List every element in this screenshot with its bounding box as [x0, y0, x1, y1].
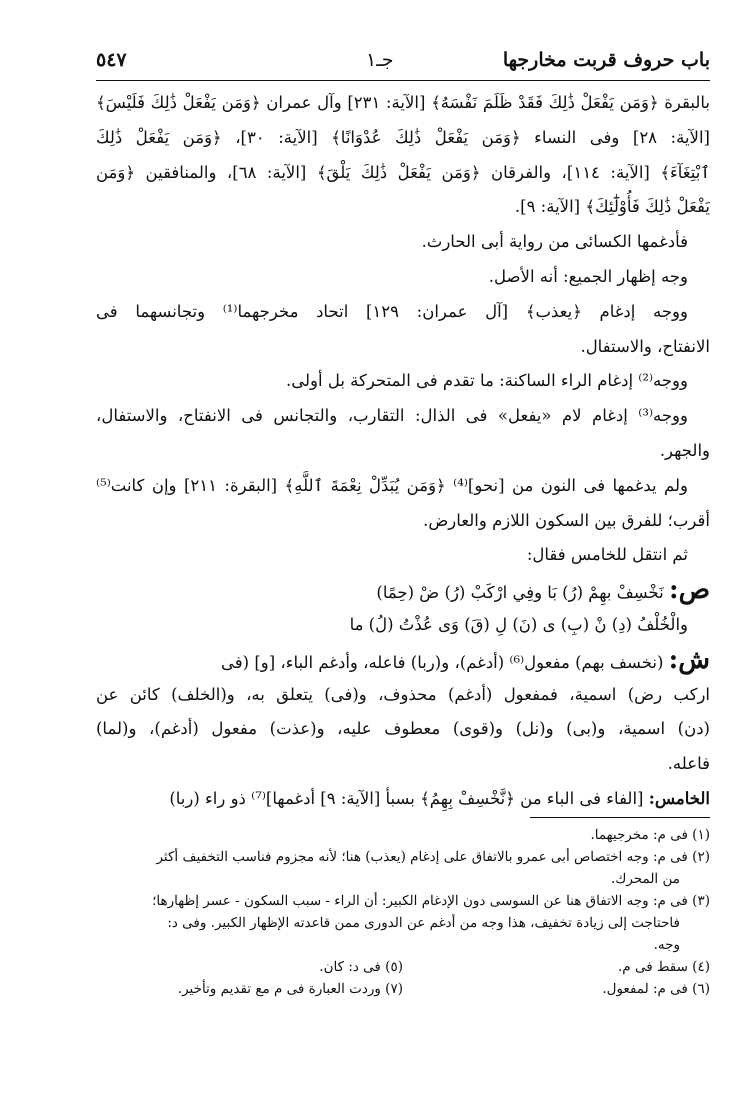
- text-line: [الآية: ٢٨] وفى النساء ﴿وَمَن يَفْعَلْ ذَٰلِكَ عُدْوَانًا﴾ [الآية: ٣٠]، ﴿وَمَن يَفْعَلْ ذَٰلِكَ: [96, 127, 710, 147]
- footnote-row: [96, 956, 710, 978]
- text-line: ووجه⁽³⁾ إدغام لام «يفعل» فى الذال: التقارب، والتجانس فى الانفتاح، والاستفال،: [96, 406, 688, 426]
- page-number: ٥٤٧: [96, 49, 127, 71]
- section-line: [96, 782, 710, 817]
- main-text: [96, 86, 710, 817]
- text-line: بالبقرة ﴿وَمَن يَفْعَلْ ذَٰلِكَ فَقَدْ ظَلَمَ نَفْسَهُ﴾ [الآية: ٢٣١] وآل عمران ﴿وَمَن يَفْعَلْ ذَٰلِكَ فَلَيْسَ﴾: [96, 93, 710, 112]
- verse-text: نَخْسِفْ بهِمْ (رُ) بَا وفِي ارْكَبْ (رُ) ضْ (حِمًا): [376, 583, 664, 603]
- section-text: [الفاء فى الباء من ﴿نَّخْسِفْ بِهِمُ﴾ بسبأ [الآية: ٩] أدغمها]⁽⁷⁾ ذو راء (ربا): [169, 788, 644, 808]
- text-line: ووجه⁽²⁾ إدغام الراء الساكنة: ما تقدم فى المتحركة بل أولى.: [286, 371, 688, 391]
- header-rule: [96, 80, 710, 81]
- running-header: [96, 40, 710, 80]
- footnote: (٧) وردت العبارة فى م مع تقديم وتأخير.: [177, 981, 403, 997]
- footnote: (٢) فى م: وجه اختصاص أبى عمرو بالاتفاق على إدغام (يعذب) هنا؛ لأنه مجزوم فناسب التخفيف أكثر: [156, 849, 710, 865]
- commentary-marker: ش:: [668, 644, 710, 675]
- text-line: يَفْعَلْ ذَٰلِكَ فَأُوْلَٰٓئِكَ﴾ [الآية: ٩].: [514, 197, 710, 217]
- footnote-continuation: من المحرك.: [610, 871, 680, 887]
- section-heading: الخامس:: [648, 788, 710, 808]
- footnote: (٤) سقط فى م.: [618, 959, 710, 975]
- text-line: ولم يدغمها فى النون من [نحو]⁽⁴⁾ ﴿وَمَن يُبَدِّلْ نِعْمَةَ ٱللَّهِ﴾ [البقرة: ٢١١] وإن كانت⁽⁵⁾: [96, 475, 688, 495]
- commentary-line: [96, 643, 710, 678]
- footnote: (٣) فى م: وجه الاتفاق هنا عن السوسى دون الإدغام الكبير: أن الراء - سبب السكون - عسر إظهارها؛: [152, 893, 710, 909]
- footnote: (٦) فى م: لمفعول.: [602, 981, 710, 997]
- text-line: ووجه إدغام ﴿يعذب﴾ [آل عمران: ١٢٩] اتحاد مخرجهما⁽¹⁾ وتجانسهما فى: [96, 301, 688, 321]
- verse-line: والْخُلْفُ (دِ) نْ (بِ) ى (نَ) لِ (قَ) وَى عُذْتُ (لُ) ما: [349, 614, 688, 634]
- text-line: والجهر.: [659, 440, 710, 460]
- text-line: فأدغمها الكسائى من رواية أبى الحارث.: [421, 232, 688, 252]
- verse-line: [96, 573, 710, 608]
- text-line: وجه إظهار الجميع: أنه الأصل.: [488, 266, 688, 286]
- text-line: الانفتاح، والاستفال.: [580, 336, 710, 356]
- text-line: أقرب؛ للفرق بين السكون اللازم والعارض.: [423, 510, 710, 530]
- footnote-continuation: فاحتاجت إلى زيادة تخفيف، هذا وجه من أدغم عن الدورى ممن قاعدته الإظهار الكبير. وفى د:: [167, 915, 680, 931]
- text-line: فاعله.: [667, 754, 710, 774]
- chapter-title: باب حروف قربت مخارجها: [502, 49, 710, 71]
- text-line: اركب رض) اسمية، فمفعول (أدغم) محذوف، و(فى) يتعلق به، و(الخلف) كائن عن: [96, 684, 710, 704]
- footnote-continuation: وجه.: [653, 937, 680, 953]
- text-line: ٱبْتِغَآءَ﴾ [الآية: ١١٤]، والفرقان ﴿وَمَن يَفْعَلْ ذَٰلِكَ يَلْقَ﴾ [الآية: ٦٨]، والمنافقين ﴿وَمَن: [96, 162, 710, 182]
- footnote: (٥) فى د: كان.: [319, 959, 403, 975]
- footnote-row: [96, 978, 710, 1000]
- footnote-rule: [530, 817, 710, 818]
- volume-number: جـ١: [366, 49, 394, 71]
- text-line: (دن) اسمية، و(بى) و(نل) و(قوى) معطوف عليه، و(عذت) مفعول (أدغم)، و(لما): [96, 719, 710, 739]
- text-line: ثم انتقل للخامس فقال:: [526, 545, 688, 565]
- commentary-text: (نخسف بهم) مفعول⁽⁶⁾ (أدغم)، و(ربا) فاعله، وأدغم الباء، [و] (فى: [221, 652, 664, 672]
- verse-marker: ص:: [668, 575, 710, 606]
- footnotes: [96, 824, 710, 1000]
- footnote: (١) فى م: مخرجيهما.: [590, 827, 710, 843]
